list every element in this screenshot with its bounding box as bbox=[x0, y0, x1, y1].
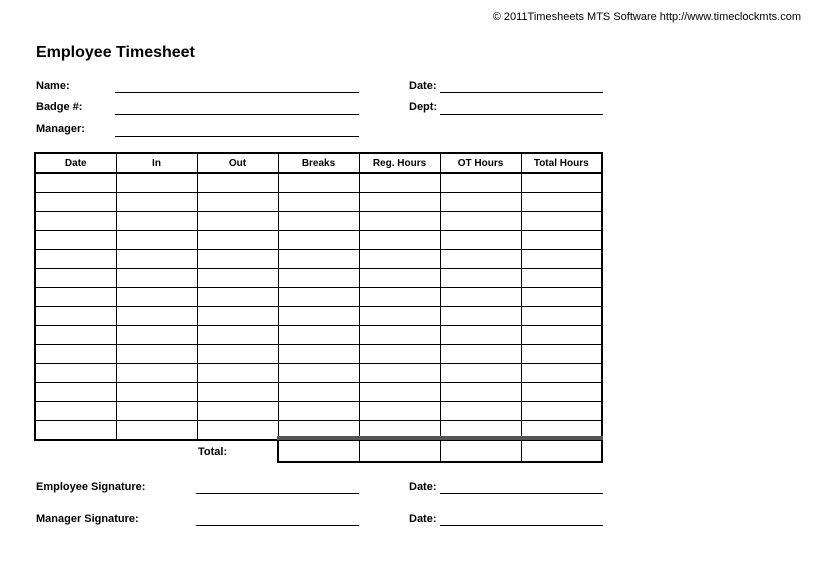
table-cell[interactable] bbox=[440, 212, 521, 231]
table-cell[interactable] bbox=[116, 288, 197, 307]
table-cell[interactable] bbox=[359, 326, 440, 345]
table-cell[interactable] bbox=[278, 173, 359, 193]
date-field[interactable] bbox=[440, 92, 603, 93]
total-breaks-cell[interactable] bbox=[278, 440, 359, 462]
table-cell[interactable] bbox=[197, 173, 278, 193]
table-cell[interactable] bbox=[278, 364, 359, 383]
dept-label: Dept: bbox=[409, 101, 438, 113]
table-cell[interactable] bbox=[35, 402, 116, 421]
table-row bbox=[35, 173, 602, 193]
table-cell[interactable] bbox=[278, 345, 359, 364]
total-reg-hours-cell[interactable] bbox=[359, 440, 440, 462]
table-cell[interactable] bbox=[359, 288, 440, 307]
name-field[interactable] bbox=[115, 92, 359, 93]
table-cell[interactable] bbox=[359, 173, 440, 193]
table-cell[interactable] bbox=[197, 269, 278, 288]
table-cell[interactable] bbox=[116, 421, 197, 441]
name-label: Name: bbox=[36, 80, 70, 92]
date-label: Date: bbox=[409, 80, 437, 92]
table-cell[interactable] bbox=[440, 173, 521, 193]
employee-signature-date-label: Date: bbox=[409, 481, 437, 493]
table-cell[interactable] bbox=[521, 402, 602, 421]
total-ot-hours-cell[interactable] bbox=[440, 440, 521, 462]
table-cell[interactable] bbox=[197, 307, 278, 326]
table-cell[interactable] bbox=[197, 326, 278, 345]
total-total-hours-cell[interactable] bbox=[521, 440, 602, 462]
manager-field[interactable] bbox=[115, 136, 359, 137]
table-cell[interactable] bbox=[521, 173, 602, 193]
table-cell[interactable] bbox=[440, 231, 521, 250]
table-cell[interactable] bbox=[359, 269, 440, 288]
table-cell[interactable] bbox=[359, 402, 440, 421]
table-cell[interactable] bbox=[521, 269, 602, 288]
table-cell[interactable] bbox=[440, 383, 521, 402]
table-row bbox=[35, 307, 602, 326]
table-cell[interactable] bbox=[440, 250, 521, 269]
manager-label: Manager: bbox=[36, 123, 85, 135]
table-cell[interactable] bbox=[278, 269, 359, 288]
table-cell[interactable] bbox=[521, 345, 602, 364]
timesheet-body bbox=[35, 173, 602, 440]
table-cell[interactable] bbox=[521, 383, 602, 402]
table-cell[interactable] bbox=[440, 307, 521, 326]
table-cell[interactable] bbox=[278, 212, 359, 231]
col-header-total-hours: Total Hours bbox=[521, 153, 602, 173]
table-cell[interactable] bbox=[116, 345, 197, 364]
table-cell[interactable] bbox=[278, 402, 359, 421]
table-cell[interactable] bbox=[116, 307, 197, 326]
table-cell[interactable] bbox=[116, 326, 197, 345]
table-cell[interactable] bbox=[359, 364, 440, 383]
totals-row bbox=[278, 440, 602, 462]
page-title: Employee Timesheet bbox=[36, 44, 195, 61]
table-cell[interactable] bbox=[35, 364, 116, 383]
table-row bbox=[35, 288, 602, 307]
table-cell[interactable] bbox=[35, 307, 116, 326]
table-cell[interactable] bbox=[440, 269, 521, 288]
table-cell[interactable] bbox=[440, 326, 521, 345]
table-cell[interactable] bbox=[197, 345, 278, 364]
table-cell[interactable] bbox=[521, 212, 602, 231]
col-header-out: Out bbox=[197, 153, 278, 173]
col-header-in: In bbox=[116, 153, 197, 173]
table-cell[interactable] bbox=[440, 345, 521, 364]
table-cell[interactable] bbox=[359, 383, 440, 402]
table-cell[interactable] bbox=[359, 250, 440, 269]
manager-signature-field[interactable] bbox=[196, 525, 359, 526]
dept-field[interactable] bbox=[440, 114, 603, 115]
table-row bbox=[35, 250, 602, 269]
table-cell[interactable] bbox=[278, 326, 359, 345]
table-cell[interactable] bbox=[116, 269, 197, 288]
table-cell[interactable] bbox=[521, 193, 602, 212]
table-cell[interactable] bbox=[35, 231, 116, 250]
table-cell[interactable] bbox=[35, 383, 116, 402]
table-cell[interactable] bbox=[197, 421, 278, 441]
table-cell[interactable] bbox=[521, 288, 602, 307]
table-cell[interactable] bbox=[278, 250, 359, 269]
table-row bbox=[35, 402, 602, 421]
table-cell[interactable] bbox=[278, 288, 359, 307]
table-row bbox=[35, 383, 602, 402]
table-cell[interactable] bbox=[521, 326, 602, 345]
table-cell[interactable] bbox=[521, 250, 602, 269]
copyright-text: © 2011Timesheets MTS Software http://www.timeclockmts.com bbox=[492, 11, 801, 23]
table-cell[interactable] bbox=[197, 288, 278, 307]
table-cell[interactable] bbox=[35, 212, 116, 231]
totals-label: Total: bbox=[198, 446, 228, 458]
table-cell[interactable] bbox=[35, 345, 116, 364]
col-header-reg-hours: Reg. Hours bbox=[359, 153, 440, 173]
employee-signature-date-field[interactable] bbox=[440, 493, 603, 494]
table-header-row bbox=[35, 153, 602, 173]
totals-table bbox=[277, 440, 603, 463]
badge-label: Badge #: bbox=[36, 101, 83, 113]
employee-signature-label: Employee Signature: bbox=[36, 481, 146, 493]
manager-signature-label: Manager Signature: bbox=[36, 513, 139, 525]
table-cell[interactable] bbox=[35, 269, 116, 288]
table-cell[interactable] bbox=[35, 421, 116, 441]
table-cell[interactable] bbox=[35, 173, 116, 193]
table-cell[interactable] bbox=[359, 212, 440, 231]
table-row bbox=[35, 345, 602, 364]
table-cell[interactable] bbox=[278, 383, 359, 402]
table-row bbox=[35, 269, 602, 288]
table-cell[interactable] bbox=[35, 193, 116, 212]
table-cell[interactable] bbox=[35, 250, 116, 269]
table-cell[interactable] bbox=[521, 364, 602, 383]
employee-signature-field[interactable] bbox=[196, 493, 359, 494]
col-header-date: Date bbox=[35, 153, 116, 173]
table-row bbox=[35, 364, 602, 383]
table-cell[interactable] bbox=[278, 307, 359, 326]
col-header-ot-hours: OT Hours bbox=[440, 153, 521, 173]
table-row bbox=[35, 231, 602, 250]
table-cell[interactable] bbox=[359, 231, 440, 250]
table-cell[interactable] bbox=[116, 402, 197, 421]
table-row bbox=[35, 193, 602, 212]
table-cell[interactable] bbox=[197, 364, 278, 383]
table-cell[interactable] bbox=[521, 231, 602, 250]
table-row bbox=[35, 326, 602, 345]
table-cell[interactable] bbox=[116, 173, 197, 193]
table-cell[interactable] bbox=[116, 250, 197, 269]
table-cell[interactable] bbox=[440, 193, 521, 212]
manager-signature-date-label: Date: bbox=[409, 513, 437, 525]
table-row bbox=[35, 212, 602, 231]
table-cell[interactable] bbox=[359, 345, 440, 364]
table-cell[interactable] bbox=[359, 193, 440, 212]
table-cell[interactable] bbox=[197, 231, 278, 250]
table-cell[interactable] bbox=[197, 212, 278, 231]
table-cell[interactable] bbox=[440, 364, 521, 383]
table-cell[interactable] bbox=[116, 231, 197, 250]
table-cell[interactable] bbox=[116, 212, 197, 231]
table-cell[interactable] bbox=[35, 288, 116, 307]
table-cell[interactable] bbox=[116, 383, 197, 402]
table-cell[interactable] bbox=[278, 193, 359, 212]
table-cell[interactable] bbox=[440, 402, 521, 421]
table-cell[interactable] bbox=[116, 193, 197, 212]
table-cell[interactable] bbox=[197, 193, 278, 212]
table-cell[interactable] bbox=[197, 250, 278, 269]
table-cell[interactable] bbox=[278, 231, 359, 250]
manager-signature-date-field[interactable] bbox=[440, 525, 603, 526]
table-cell[interactable] bbox=[197, 383, 278, 402]
badge-field[interactable] bbox=[115, 114, 359, 115]
table-cell[interactable] bbox=[440, 288, 521, 307]
col-header-breaks: Breaks bbox=[278, 153, 359, 173]
table-cell[interactable] bbox=[197, 402, 278, 421]
timesheet-table bbox=[34, 152, 603, 441]
table-cell[interactable] bbox=[116, 364, 197, 383]
table-cell[interactable] bbox=[521, 307, 602, 326]
table-cell[interactable] bbox=[35, 326, 116, 345]
table-cell[interactable] bbox=[359, 307, 440, 326]
